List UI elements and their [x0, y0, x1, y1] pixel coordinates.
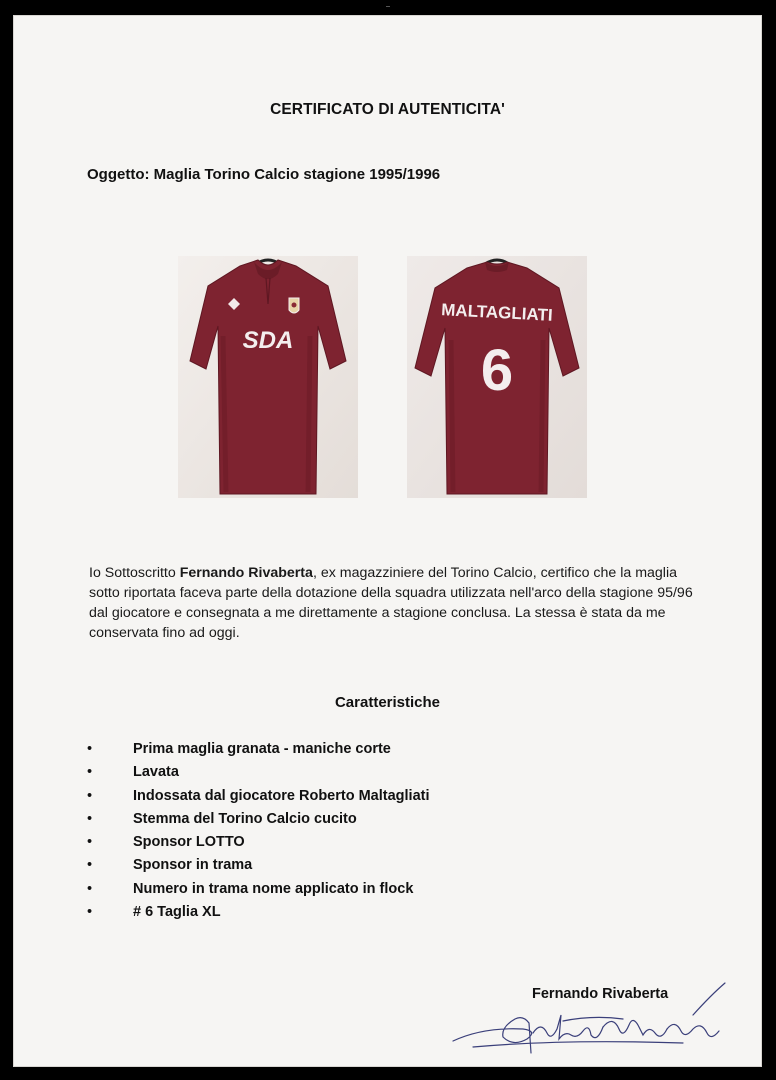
feature-text: Sponsor LOTTO [133, 834, 245, 851]
paragraph-intro: Io Sottoscritto [89, 565, 180, 581]
feature-text: Sponsor in trama [133, 857, 253, 874]
bullet: • [87, 857, 93, 874]
paragraph-signer-name: Fernando Rivaberta [179, 565, 313, 581]
paragraph-body: , ex magazziniere del Torino Calcio, certifico che la maglia sotto riportata faceva parte della dotazione della squadra utilizzata nell'arco della stagione 95/96 dal giocatore e consegnata a me direttamente a stagione conclusa. La stessa è stata da me conservata fino ad oggi. [89, 565, 693, 641]
bullet: • [87, 880, 93, 897]
handwritten-signature [443, 975, 733, 1055]
document-title: CERTIFICATO DI AUTENTICITA' [270, 101, 505, 118]
certification-paragraph [89, 563, 709, 643]
feature-text: Prima maglia granata - maniche corte [133, 741, 391, 757]
feature-text: # 6 Taglia XL [133, 904, 221, 921]
bullet: • [87, 741, 93, 757]
jersey-front-photo [178, 256, 358, 498]
bullet: • [87, 787, 93, 804]
signer-name: Fernando Rivaberta [532, 986, 669, 1002]
jersey-back-photo [407, 256, 587, 498]
back-player-name: MALTAGLIATI [440, 300, 554, 325]
feature-text: Stemma del Torino Calcio cucito [133, 810, 357, 827]
bullet: • [87, 810, 93, 827]
bullet: • [87, 834, 93, 851]
scan-mark [386, 6, 390, 7]
certificate-page [13, 15, 762, 1067]
bullet: • [87, 764, 93, 781]
feature-text: Lavata [133, 764, 179, 781]
features-heading: Caratteristiche [334, 694, 441, 711]
bullet: • [87, 904, 93, 921]
feature-text: Numero in trama nome applicato in flock [133, 880, 414, 897]
feature-text: Indossata dal giocatore Roberto Maltagliati [133, 787, 430, 804]
front-sponsor-text: SDA [242, 327, 294, 354]
subject-line: Oggetto: Maglia Torino Calcio stagione 1995/1996 [87, 166, 441, 183]
back-player-number: 6 [480, 338, 514, 403]
